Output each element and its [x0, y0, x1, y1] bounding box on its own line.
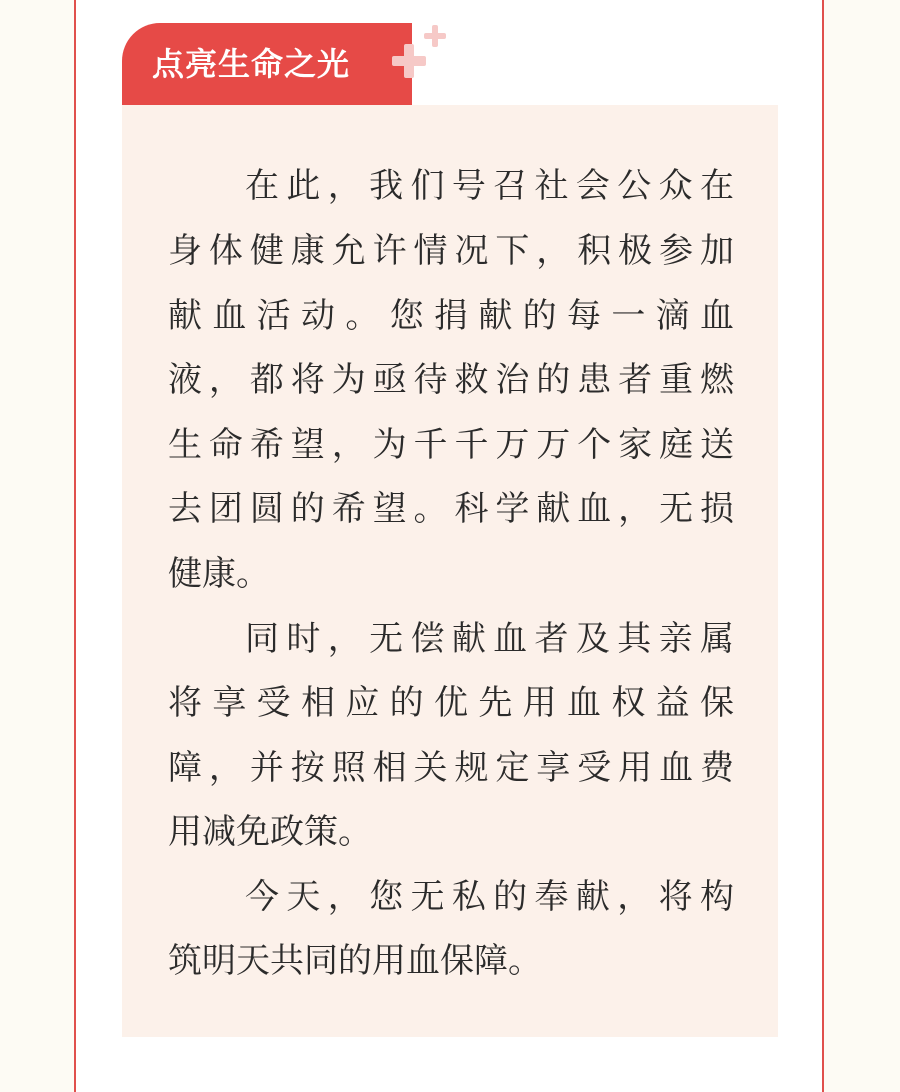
paragraph-line: 今天，您无私的奉献，将构	[245, 877, 734, 917]
paragraph-line: 健康。	[168, 554, 270, 594]
paragraph-line: 将享受相应的优先用血权益保	[168, 683, 734, 723]
medical-plus-icon	[392, 44, 426, 78]
medical-plus-icon	[424, 25, 446, 47]
paragraph-line: 生命希望，为千千万万个家庭送	[168, 425, 734, 465]
paragraph-line: 在此，我们号召社会公众在	[245, 166, 734, 206]
paragraph-line: 献血活动。您捐献的每一滴血	[168, 296, 734, 336]
paragraph-line: 液，都将为亟待救治的患者重燃	[168, 360, 734, 400]
section-title: 点亮生命之光	[152, 45, 351, 83]
paragraph-line: 用减免政策。	[168, 812, 372, 852]
paragraph-line: 去团圆的希望。科学献血，无损	[168, 489, 734, 529]
paragraph-line: 同时，无偿献血者及其亲属	[245, 619, 734, 659]
paragraph-line: 筑明天共同的用血保障。	[168, 941, 542, 981]
paragraph-line: 身体健康允许情况下，积极参加	[168, 231, 734, 271]
paragraph-line: 障，并按照相关规定享受用血费	[168, 748, 734, 788]
